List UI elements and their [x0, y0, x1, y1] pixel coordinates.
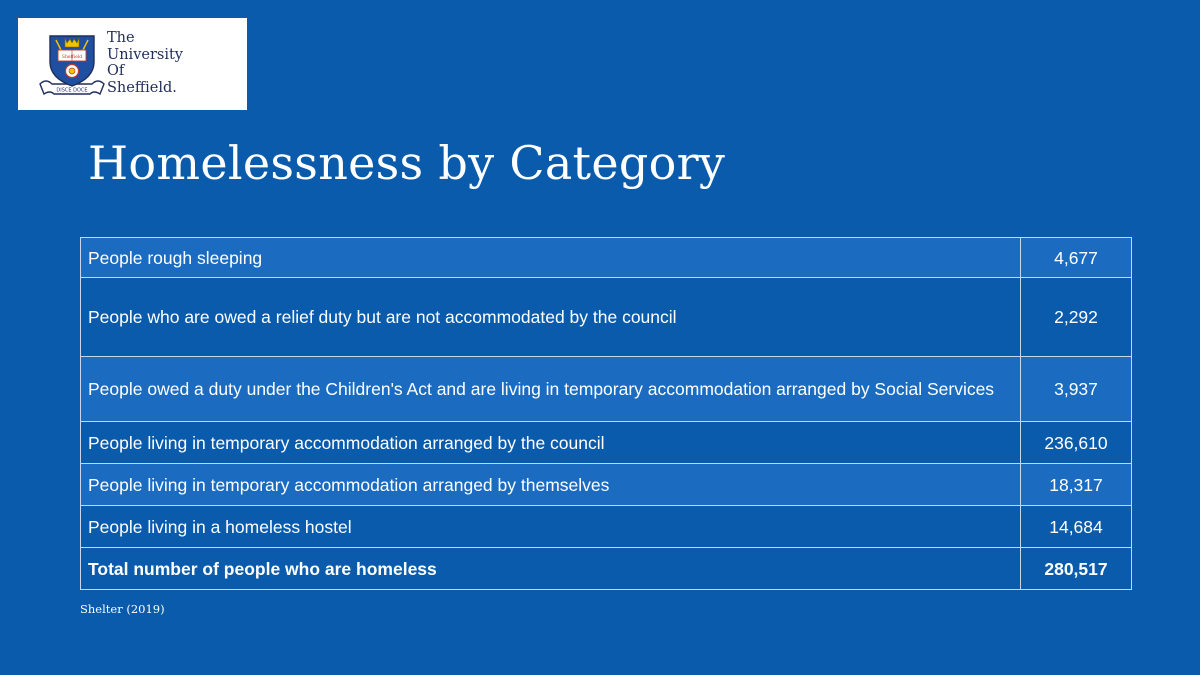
category-value: 14,684: [1021, 506, 1132, 548]
category-label: People rough sleeping: [81, 238, 1021, 278]
university-crest-icon: [36, 28, 108, 100]
category-value: 18,317: [1021, 464, 1132, 506]
total-value: 280,517: [1021, 548, 1132, 590]
university-logo: [18, 18, 247, 110]
total-label: Total number of people who are homeless: [81, 548, 1021, 590]
crest-book-text: Sheffield: [61, 55, 83, 60]
university-name: [107, 30, 183, 96]
logo-line: University: [107, 46, 183, 63]
category-label: People owed a duty under the Children's Act and are living in temporary accommodation arranged by Social Services: [81, 357, 1021, 422]
slide-title: Homelessness by Category: [88, 136, 726, 190]
category-label: People living in temporary accommodation arranged by themselves: [81, 464, 1021, 506]
total-row: [81, 548, 1132, 590]
category-label: People who are owed a relief duty but are not accommodated by the council: [81, 278, 1021, 357]
logo-line: The: [107, 30, 135, 46]
crest-motto: DISCE DOCE: [56, 87, 88, 94]
category-value: 236,610: [1021, 422, 1132, 464]
table-row: [81, 464, 1132, 506]
logo-line: Of: [107, 63, 125, 79]
table-row: [81, 422, 1132, 464]
category-value: 4,677: [1021, 238, 1132, 278]
logo-line: Sheffield.: [107, 79, 177, 96]
homelessness-table: [80, 237, 1132, 590]
table-row: [81, 357, 1132, 422]
category-label: People living in a homeless hostel: [81, 506, 1021, 548]
source-citation: Shelter (2019): [80, 602, 165, 616]
table-row: [81, 278, 1132, 357]
table-row: [81, 238, 1132, 278]
category-label: People living in temporary accommodation arranged by the council: [81, 422, 1021, 464]
category-value: 2,292: [1021, 278, 1132, 357]
table-row: [81, 506, 1132, 548]
category-value: 3,937: [1021, 357, 1132, 422]
